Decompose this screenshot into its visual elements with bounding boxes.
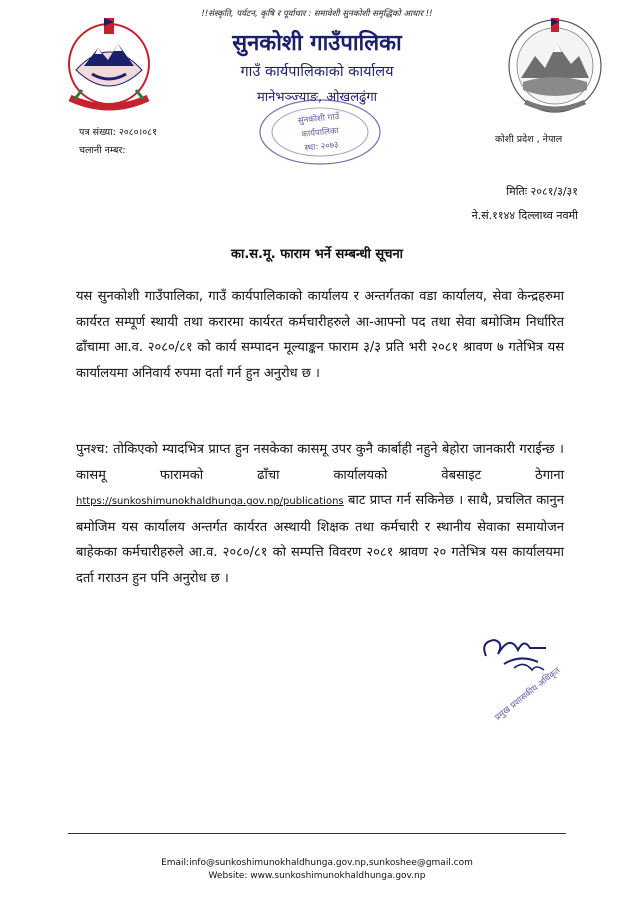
footer-website: Website: www.sunkoshimunokhaldhunga.gov.np — [208, 871, 426, 881]
municipality-seal-icon — [505, 16, 605, 116]
office-address: मानेभञ्ज्याङ, ओखलढुंगा — [256, 90, 378, 105]
letter-subject: का.स.मू. फाराम भर्ने सम्बन्धी सूचना — [230, 247, 404, 262]
stamp-line-3: स्था: २०७३ — [304, 140, 340, 154]
body-paragraph-1: यस सुनकोशी गाउँपालिका, गाउँ कार्यपालिकाको कार्यालय र अन्तर्गतका वडा कार्यालय, सेवा केन्द्रहरुमा कार्यरत सम्पूर्ण स्थायी तथा करारमा कार्यरत कर्मचारीहरुले आ-आफ्नो पद तथा सेवा बमोजिम निर्धारित ढाँचामा आ.व. २०८०/८१ को कार्य सम्पादन मूल्याङ्कन फाराम ३/३ प्रति भरी २०८१ श्रावण ७ गतेभित्र यस कार्यालयमा अनिवार्य रुपमा दर्ता गर्न हुन अनुरोध छ । — [76, 289, 564, 381]
office-name: गाउँ कार्यपालिकाको कार्यालय — [240, 64, 394, 80]
nepal-emblem-icon — [62, 14, 156, 114]
province-label: कोशी प्रदेश , नेपाल — [495, 134, 563, 145]
footer-divider — [68, 833, 566, 834]
body-paragraph-2-part-b: बाट प्राप्त गर्न सकिनेछ । साथै, प्रचलित कानुन बमोजिम यस कार्यालय अन्तर्गत कार्यरत अस्थायी शिक्षक तथा कर्मचारी र स्थानीय सेवाका समायोजन बाहेकका कर्मचारीहरुले आ.व. २०८०/८१ को सम्पत्ति विवरण २०८१ श्रावण २० गतेभित्र यस कार्यालयमा दर्ता गराउन हुन पनि अनुरोध छ । — [76, 493, 564, 586]
nepal-sambat-date: ने.सं.११४४ दिल्लाथ्व नवमी — [471, 209, 578, 222]
stamp-line-1: सुनकोशी गाउँ — [297, 111, 340, 127]
office-stamp — [254, 97, 386, 167]
signature — [474, 624, 584, 728]
municipality-name: सुनकोशी गाउँपालिका — [232, 31, 402, 56]
signature-designation: प्रमुख प्रशासकीय अधिकृत — [493, 665, 563, 723]
body-paragraph-2 — [76, 437, 564, 592]
footer-email: Email:info@sunkoshimunokhaldhunga.gov.np,sunkoshee@gmail.com — [161, 858, 473, 868]
body-paragraph-2-part-a: पुनश्च: तोकिएको म्यादभित्र प्राप्त हुन नसकेका कासमू उपर कुनै कार्बाही नहुने बेहोरा जानकारी गराईन्छ । कासमू फारामको ढाँचा कार्यालयको वेबसाइट ठेगाना — [76, 442, 564, 483]
letterhead-motto: !!संस्कृति, पर्यटन, कृषि र पूर्वाधार : समावेशी सुनकोशी समृद्धिको आधार !! — [201, 9, 433, 19]
chalani-number: चलानी नम्बर: — [79, 145, 126, 156]
letter-number: पत्र संख्या: २०८०।०८१ — [79, 127, 158, 138]
stamp-line-2: कार्यपालिका — [300, 126, 340, 140]
letter-date: मितिः २०८१/३/३१ — [506, 185, 578, 198]
publications-link[interactable]: https://sunkoshimunokhaldhunga.gov.np/publications — [76, 496, 344, 508]
